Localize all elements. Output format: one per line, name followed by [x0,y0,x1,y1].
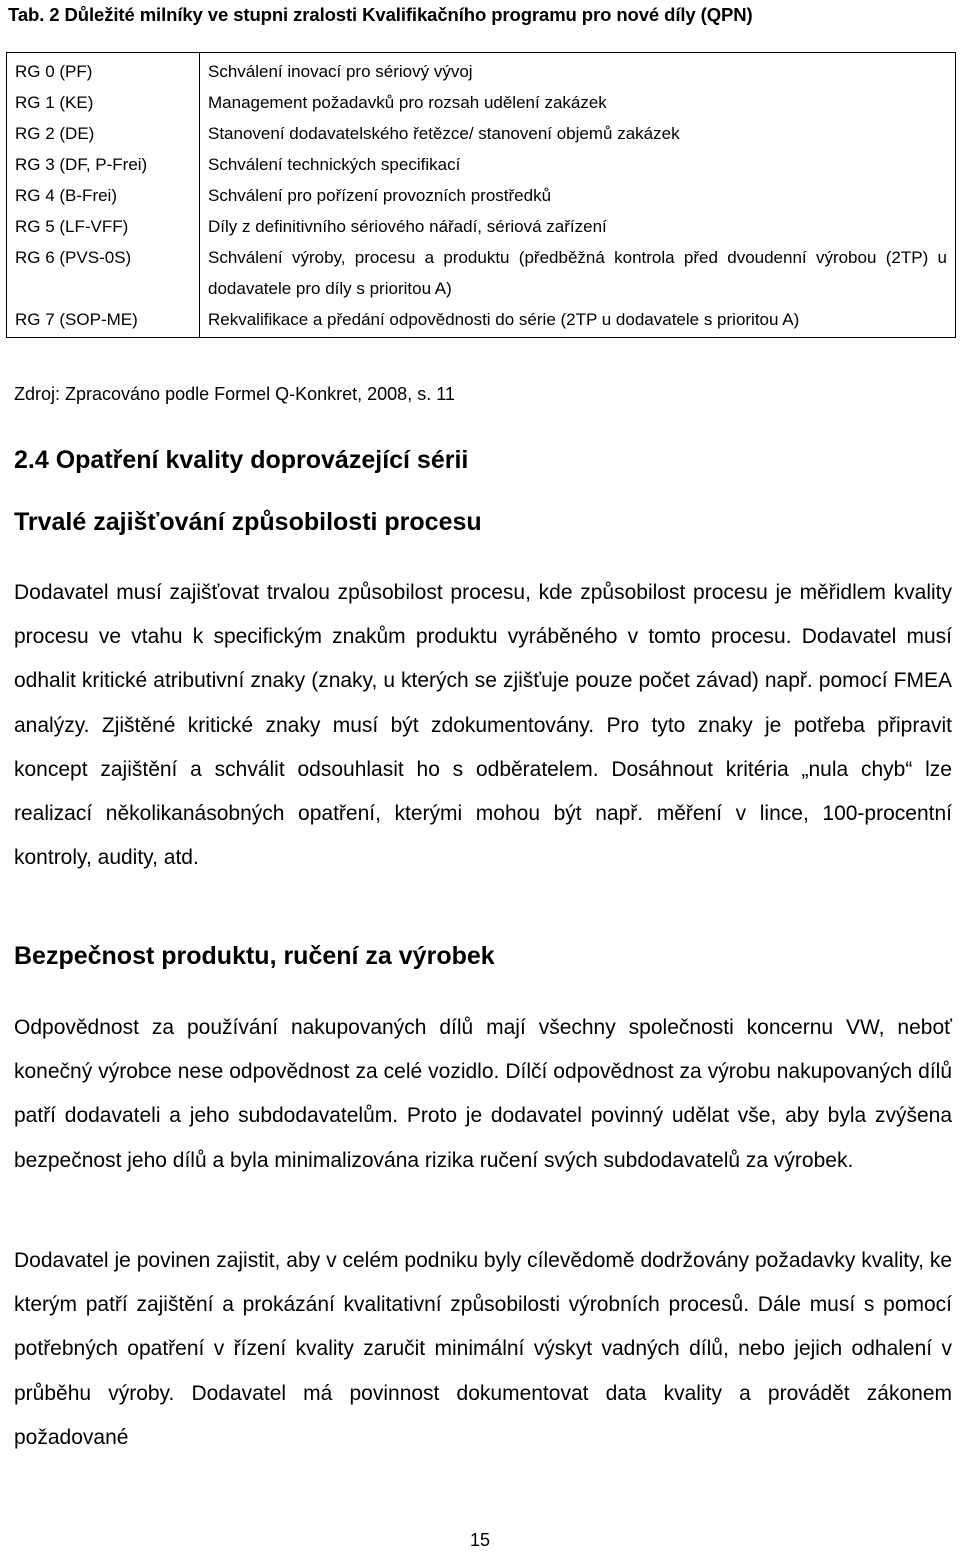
table-row [7,242,956,304]
section-heading: 2.4 Opatření kvality doprovázející sérii [14,446,469,474]
table-row [7,211,956,242]
milestone-code: RG 6 (PVS-0S) [7,242,200,304]
milestones-table [6,52,956,338]
milestone-description: Schválení výroby, procesu a produktu (předběžná kontrola před dvoudenní výrobou (2TP) u dodavatele pro díly s prioritou A) [200,242,956,304]
milestone-description: Schválení inovací pro sériový vývoj [200,53,956,88]
paragraph: Dodavatel musí zajišťovat trvalou způsobilost procesu, kde způsobilost procesu je měřidlem kvality procesu ve vtahu k specifickým znakům produktu vyráběného v tomto procesu. Dodavatel musí odhalit kritické atributivní znaky (znaky, u kterých se zjišťuje pouze počet závad) např. pomocí FMEA analýzy. Zjištěné kritické znaky musí být zdokumentovány. Pro tyto znaky je potřeba připravit koncept zajištění a schválit odsouhlasit ho s odběratelem. Dosáhnout kritéria „nula chyb“ lze realizací několikanásobných opatření, kterými mohou být např. měření v lince, 100-procentní kontroly, audity, atd. [14,581,952,870]
table-row [7,118,956,149]
table-source-note: Zdroj: Zpracováno podle Formel Q-Konkret, 2008, s. 11 [14,384,455,404]
milestone-code: RG 7 (SOP-ME) [7,304,200,338]
table-row [7,53,956,88]
subheading-process-capability: Trvalé zajišťování způsobilosti procesu [14,508,482,536]
paragraph: Dodavatel je povinen zajistit, aby v celém podniku byly cílevědomě dodržovány požadavky kvality, ke kterým patří zajištění a prokázání kvalitativní způsobilosti výrobních procesů. Dále musí s pomocí potřebných opatření v řízení kvality zaručit minimální výskyt vadných dílů, nebo jejich odhalení v průběhu výroby. Dodavatel má povinnost dokumentovat data kvality a provádět zákonem požadované [14,1249,952,1449]
table-row [7,87,956,118]
table-row [7,149,956,180]
milestone-description: Management požadavků pro rozsah udělení zakázek [200,87,956,118]
milestone-code: RG 2 (DE) [7,118,200,149]
milestone-code: RG 4 (B-Frei) [7,180,200,211]
milestone-description: Stanovení dodavatelského řetězce/ stanovení objemů zakázek [200,118,956,149]
milestone-description: Schválení pro pořízení provozních prostředků [200,180,956,211]
table-row [7,304,956,338]
milestone-code: RG 1 (KE) [7,87,200,118]
milestone-description: Schválení technických specifikací [200,149,956,180]
milestone-code: RG 0 (PF) [7,53,200,88]
table-caption: Tab. 2 Důležité milníky ve stupni zralosti Kvalifikačního programu pro nové díly (QPN) [8,4,753,25]
page-number: 15 [469,1530,491,1550]
milestone-code: RG 3 (DF, P-Frei) [7,149,200,180]
milestone-description: Rekvalifikace a předání odpovědnosti do série (2TP u dodavatele s prioritou A) [200,304,956,338]
subheading-product-safety: Bezpečnost produktu, ručení za výrobek [14,942,495,970]
paragraph: Odpovědnost za používání nakupovaných dílů mají všechny společnosti koncernu VW, neboť konečný výrobce nese odpovědnost za celé vozidlo. Dílčí odpovědnost za výrobu nakupovaných dílů patří dodavateli a jeho subdodavatelům. Proto je dodavatel povinný udělat vše, aby byla zvýšena bezpečnost jeho dílů a byla minimalizována rizika ručení svých subdodavatelů za výrobek. [14,1016,952,1172]
milestone-description: Díly z definitivního sériového nářadí, sériová zařízení [200,211,956,242]
table-row [7,180,956,211]
milestone-code: RG 5 (LF-VFF) [7,211,200,242]
